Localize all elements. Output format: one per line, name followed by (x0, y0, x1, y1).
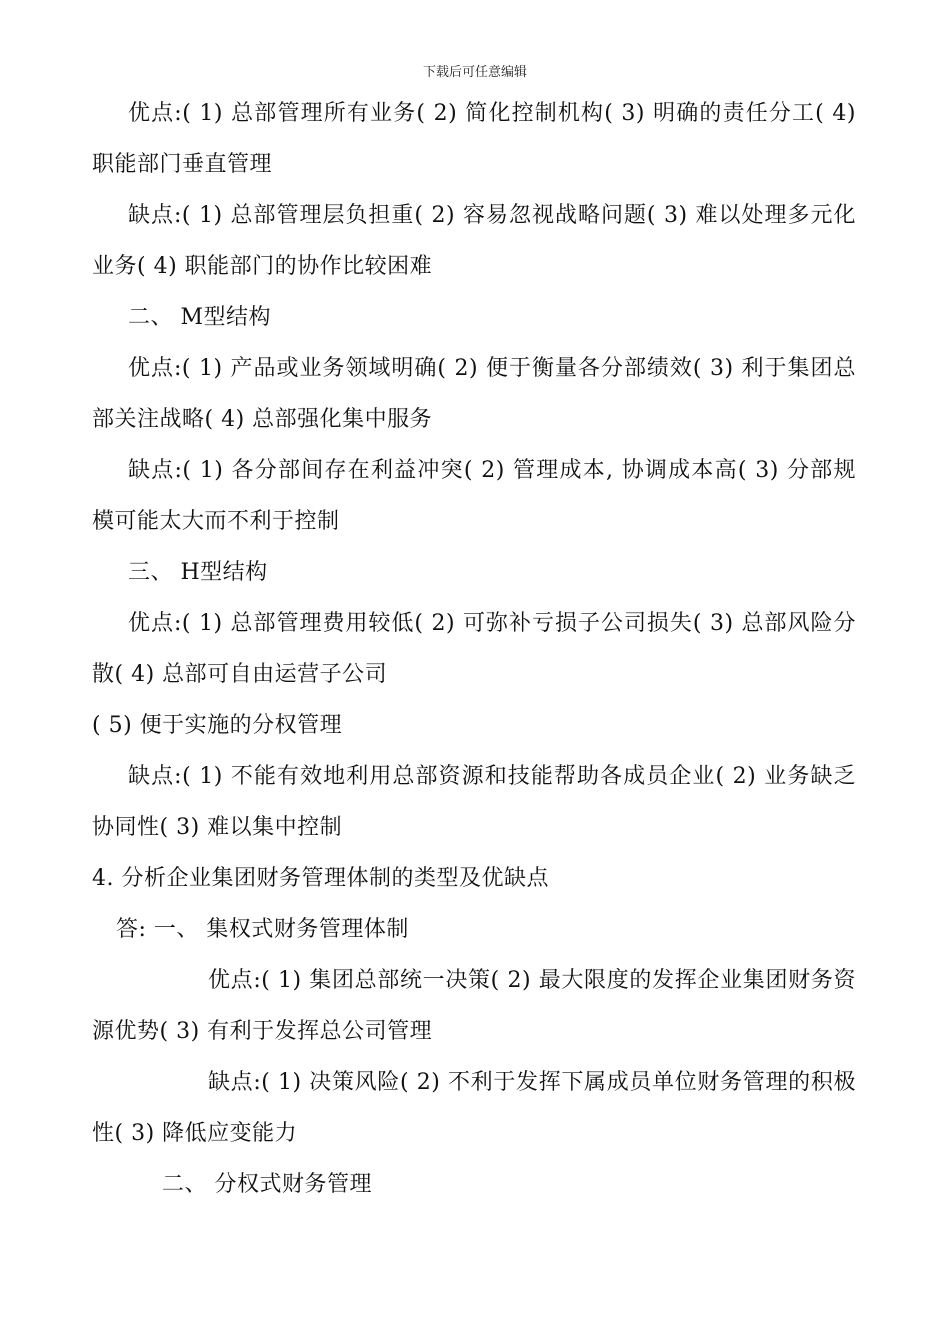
page-header: 下载后可任意编辑 (422, 65, 527, 80)
document-body (92, 88, 856, 1210)
h-form-advantages: 优点:( 1) 总部管理费用较低( 2) 可弥补亏损子公司损失( 3) 总部风险分散( 4) 总部可自由运营子公司 (92, 611, 856, 687)
question-4: 4. 分析企业集团财务管理体制的类型及优缺点 (92, 866, 549, 891)
m-form-disadvantages: 缺点:( 1) 各分部间存在利益冲突( 2) 管理成本, 协调成本高( 3) 分部规模可能太大而不利于控制 (92, 458, 856, 534)
u-form-advantages: 优点:( 1) 总部管理所有业务( 2) 简化控制机构( 3) 明确的责任分工( 4) 职能部门垂直管理 (92, 101, 856, 177)
centralized-advantages: 优点:( 1) 集团总部统一决策( 2) 最大限度的发挥企业集团财务资源优势( 3) 有利于发挥总公司管理 (92, 968, 856, 1044)
h-form-advantage-5: ( 5) 便于实施的分权管理 (92, 713, 343, 738)
m-form-advantages: 优点:( 1) 产品或业务领域明确( 2) 便于衡量各分部绩效( 3) 利于集团总部关注战略( 4) 总部强化集中服务 (92, 356, 856, 432)
h-form-disadvantages: 缺点:( 1) 不能有效地利用总部资源和技能帮助各成员企业( 2) 业务缺乏协同性( 3) 难以集中控制 (92, 764, 856, 840)
centralized-disadvantages: 缺点:( 1) 决策风险( 2) 不利于发挥下属成员单位财务管理的积极性( 3) 降低应变能力 (92, 1070, 856, 1146)
answer-centralized-heading: 答: 一、 集权式财务管理体制 (116, 917, 409, 942)
u-form-disadvantages: 缺点:( 1) 总部管理层负担重( 2) 容易忽视战略问题( 3) 难以处理多元化业务( 4) 职能部门的协作比较困难 (92, 203, 856, 279)
section-heading-m-form: 二、 M型结构 (128, 305, 272, 330)
section-heading-h-form: 三、 H型结构 (128, 560, 268, 585)
section-heading-decentralized: 二、 分权式财务管理 (162, 1172, 372, 1197)
